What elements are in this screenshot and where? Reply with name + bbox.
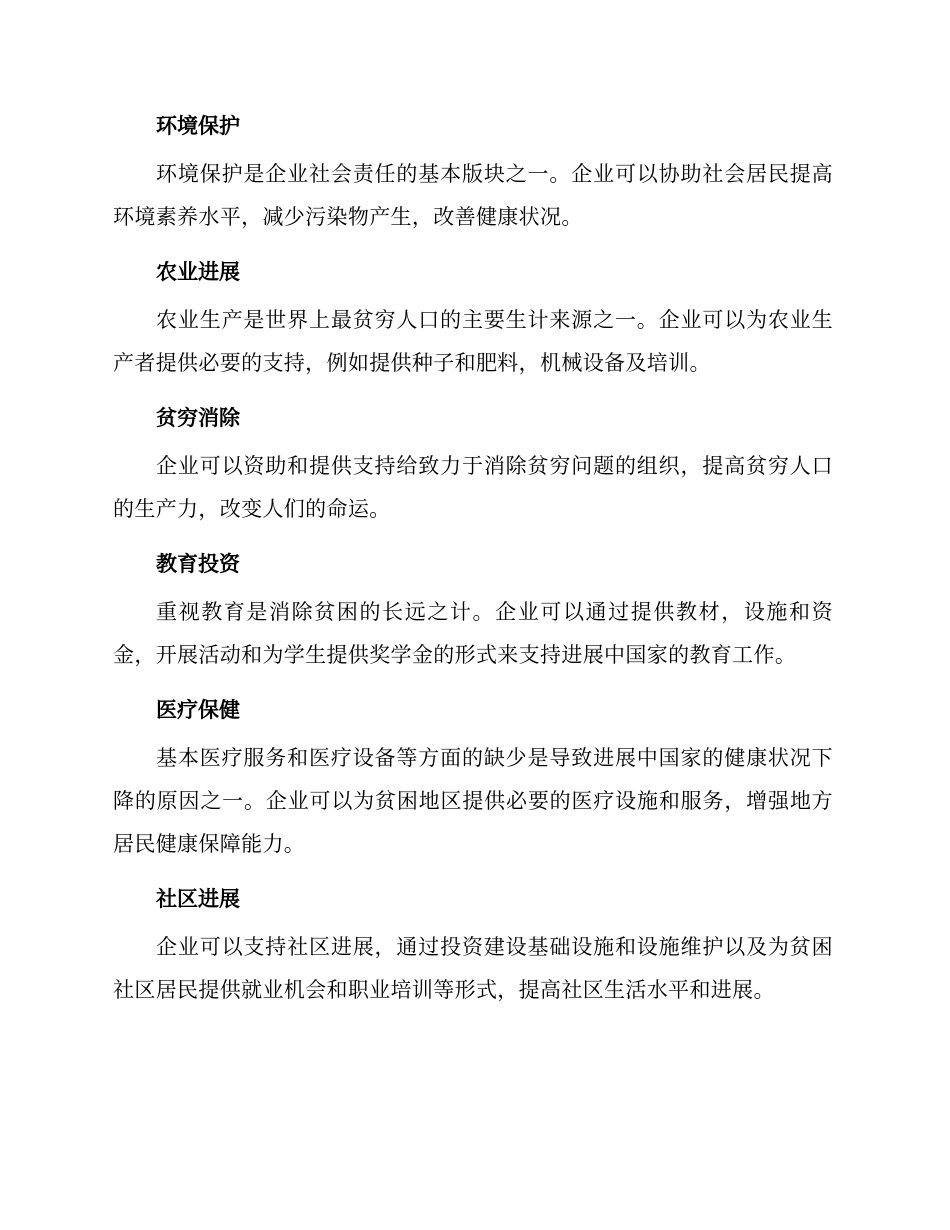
section-paragraph: 基本医疗服务和医疗设备等方面的缺少是导致进展中国家的健康状况下降的原因之一。企业可以为贫困地区提供必要的医疗设施和服务，增强地方居民健康保障能力。	[113, 746, 833, 856]
section-heading: 医疗保健	[156, 698, 240, 722]
section-education	[113, 549, 833, 677]
document-content	[113, 111, 833, 1030]
section-heading: 农业进展	[156, 260, 240, 284]
section-paragraph: 企业可以支持社区进展，通过投资建设基础设施和设施维护以及为贫困社区居民提供就业机会和职业培训等形式，提高社区生活水平和进展。	[113, 935, 833, 1002]
section-agriculture	[113, 257, 833, 385]
section-environment	[113, 111, 833, 239]
section-paragraph: 企业可以资助和提供支持给致力于消除贫穷问题的组织，提高贫穷人口的生产力，改变人们的命运。	[113, 454, 833, 521]
section-community	[113, 884, 833, 1012]
section-heading: 教育投资	[156, 552, 240, 576]
section-heading: 环境保护	[156, 114, 240, 138]
section-paragraph: 农业生产是世界上最贫穷人口的主要生计来源之一。企业可以为农业生产者提供必要的支持，例如提供种子和肥料，机械设备及培训。	[113, 308, 833, 375]
section-paragraph: 环境保护是企业社会责任的基本版块之一。企业可以协助社会居民提高环境素养水平，减少污染物产生，改善健康状况。	[113, 162, 833, 229]
section-heading: 社区进展	[156, 887, 240, 911]
section-poverty	[113, 403, 833, 531]
section-heading: 贫穷消除	[156, 406, 240, 430]
section-healthcare	[113, 695, 833, 866]
section-paragraph: 重视教育是消除贫困的长远之计。企业可以通过提供教材，设施和资金，开展活动和为学生提供奖学金的形式来支持进展中国家的教育工作。	[113, 600, 833, 667]
